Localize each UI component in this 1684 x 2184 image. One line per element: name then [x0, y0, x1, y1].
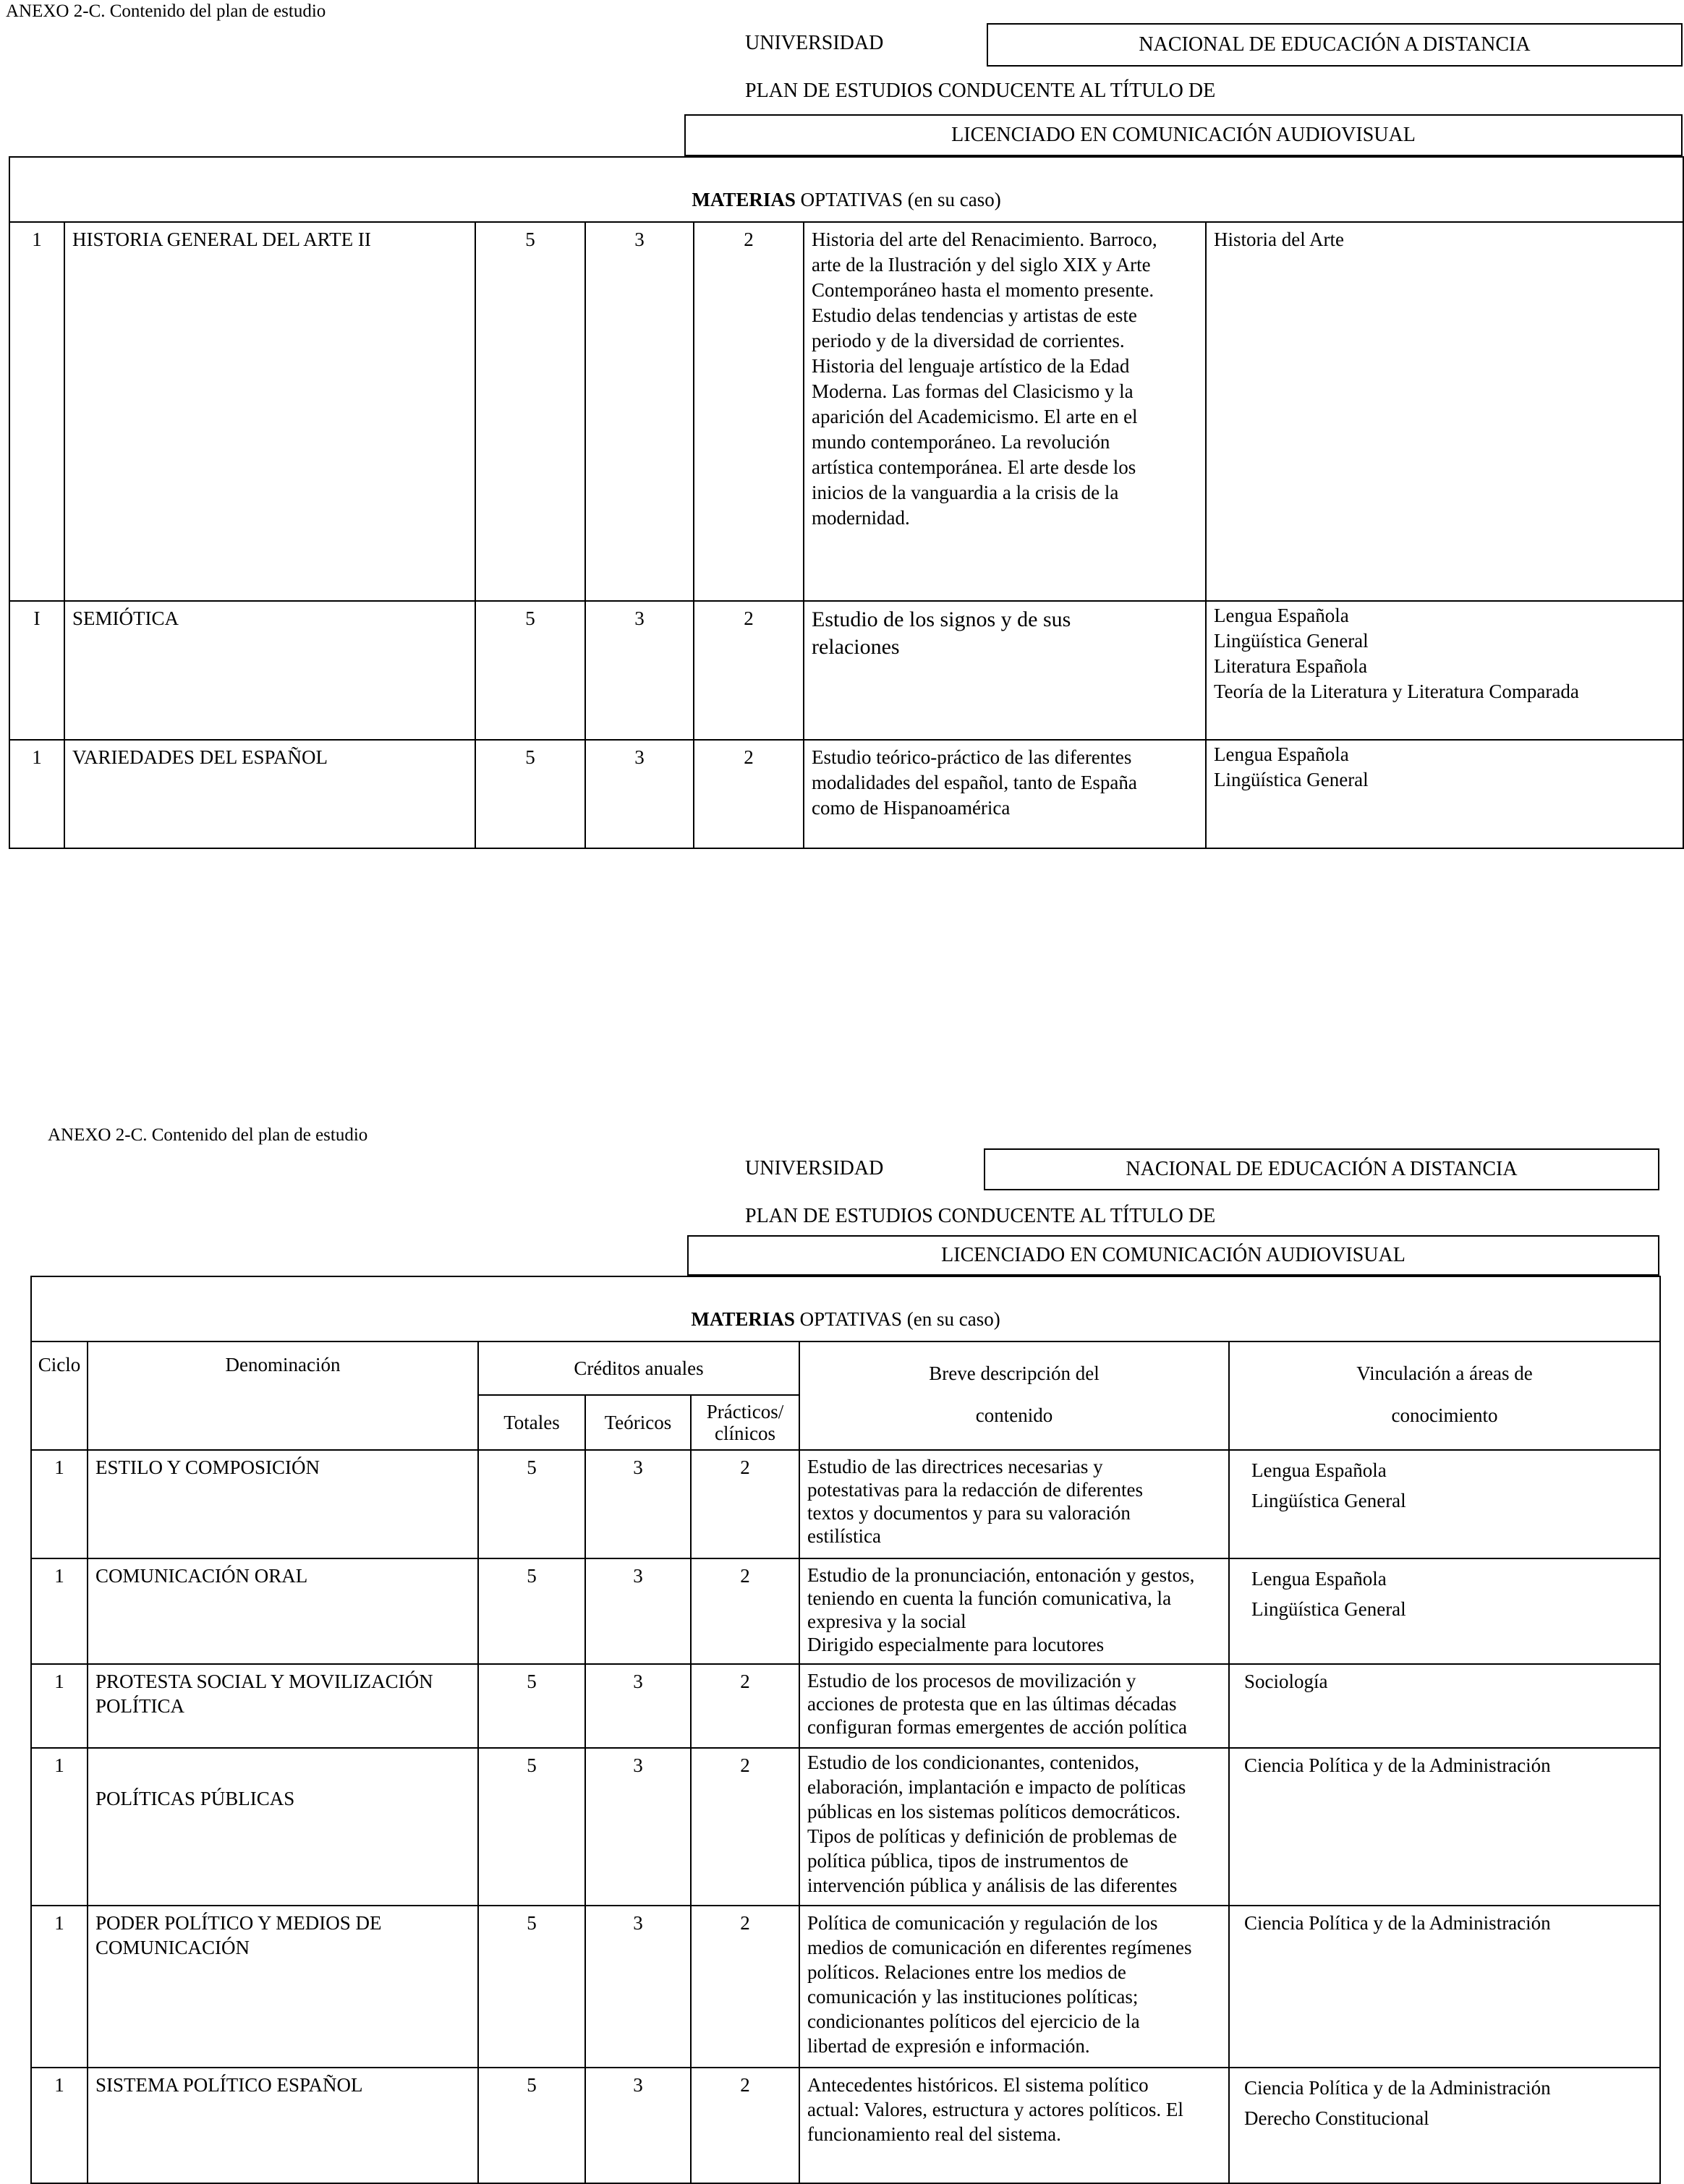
totales-cell: 5 [475, 740, 585, 848]
table-row [31, 1664, 1660, 1748]
header-creditos: Créditos anuales [478, 1341, 799, 1395]
universidad-box-1 [987, 23, 1683, 67]
descripcion-cell: Estudio de las directrices necesarias y potestativas para la redacción de diferentes textos y documentos y para su valoración estilística [799, 1450, 1229, 1558]
annex-title-1: ANEXO 2-C. Contenido del plan de estudio [6, 1, 326, 21]
areas-cell: Ciencia Política y de la Administración Derecho Constitucional [1229, 2068, 1660, 2183]
ciclo-cell: 1 [31, 1748, 88, 1906]
materias-table-2 [30, 1276, 1661, 2184]
plan-label-1: PLAN DE ESTUDIOS CONDUCENTE AL TÍTULO DE [745, 80, 1216, 102]
header-practicos: Prácticos/ clínicos [691, 1395, 799, 1450]
totales-cell: 5 [478, 1450, 585, 1558]
practicos-cell: 2 [691, 1906, 799, 2068]
totales-cell: 5 [478, 1664, 585, 1748]
table-row [9, 601, 1683, 740]
descripcion-cell: Estudio de los condicionantes, contenidos, elaboración, implantación e impacto de políticas públicas en los sistemas políticos democráticos. Tipos de políticas y definición de problemas de política pública, tipos de instrumentos de intervención pública y análisis de las diferentes [799, 1748, 1229, 1906]
denominacion-cell: SISTEMA POLÍTICO ESPAÑOL [88, 2068, 478, 2183]
titulo-value-1: LICENCIADO EN COMUNICACIÓN AUDIOVISUAL [951, 124, 1416, 146]
table-row [31, 1558, 1660, 1664]
materias-heading-2: MATERIAS OPTATIVAS (en su caso) [31, 1276, 1660, 1341]
ciclo-cell: I [9, 601, 64, 740]
teoricos-cell: 3 [585, 1906, 691, 2068]
header-ciclo: Ciclo [31, 1341, 88, 1450]
teoricos-cell: 3 [585, 222, 694, 601]
ciclo-cell: 1 [31, 1664, 88, 1748]
universidad-value-1: NACIONAL DE EDUCACIÓN A DISTANCIA [1139, 33, 1531, 56]
denominacion-cell: SEMIÓTICA [64, 601, 475, 740]
teoricos-cell: 3 [585, 1664, 691, 1748]
header-vinculacion: Vinculación a áreas de conocimiento [1229, 1341, 1660, 1450]
totales-cell: 5 [475, 222, 585, 601]
denominacion-cell: PROTESTA SOCIAL Y MOVILIZACIÓN POLÍTICA [88, 1664, 478, 1748]
table-row [9, 740, 1683, 848]
denominacion-cell: COMUNICACIÓN ORAL [88, 1558, 478, 1664]
denominacion-cell: PODER POLÍTICO Y MEDIOS DE COMUNICACIÓN [88, 1906, 478, 2068]
ciclo-cell: 1 [9, 740, 64, 848]
teoricos-cell: 3 [585, 1450, 691, 1558]
header-totales: Totales [478, 1395, 585, 1450]
descripcion-cell: Historia del arte del Renacimiento. Barroco, arte de la Ilustración y del siglo XIX y Arte Contemporáneo hasta el momento presente. Estudio delas tendencias y artistas de este periodo y de la diversidad de corrientes. Historia del lenguaje artístico de la Edad Moderna. Las formas del Clasicismo y la aparición del Academicismo. El arte en el mundo contemporáneo. La revolución artística contemporánea. El arte desde los inicios de la vanguardia a la crisis de la modernidad. [804, 222, 1206, 601]
ciclo-cell: 1 [31, 1558, 88, 1664]
denominacion-cell: POLÍTICAS PÚBLICAS [88, 1748, 478, 1906]
ciclo-cell: 1 [31, 2068, 88, 2183]
areas-cell: Lengua Española Lingüística General Literatura Española Teoría de la Literatura y Literatura Comparada [1206, 601, 1683, 740]
totales-cell: 5 [478, 1748, 585, 1906]
materias-heading-1: MATERIAS OPTATIVAS (en su caso) [9, 157, 1683, 222]
practicos-cell: 2 [691, 1664, 799, 1748]
table-row [9, 222, 1683, 601]
table-row [31, 1906, 1660, 2068]
areas-cell: Lengua Española Lingüística General [1229, 1450, 1660, 1558]
teoricos-cell: 3 [585, 2068, 691, 2183]
universidad-box-2 [984, 1148, 1659, 1190]
titulo-box-1 [684, 114, 1683, 156]
descripcion-cell: Estudio de los signos y de sus relaciones [804, 601, 1206, 740]
table-row [31, 1748, 1660, 1906]
titulo-box-2 [687, 1235, 1659, 1276]
totales-cell: 5 [475, 601, 585, 740]
areas-cell: Lengua Española Lingüística General [1206, 740, 1683, 848]
totales-cell: 5 [478, 1558, 585, 1664]
universidad-label-1: UNIVERSIDAD [745, 32, 884, 54]
totales-cell: 5 [478, 1906, 585, 2068]
plan-label-2: PLAN DE ESTUDIOS CONDUCENTE AL TÍTULO DE [745, 1205, 1216, 1227]
practicos-cell: 2 [691, 1558, 799, 1664]
universidad-label-2: UNIVERSIDAD [745, 1157, 884, 1180]
teoricos-cell: 3 [585, 740, 694, 848]
descripcion-cell: Estudio de la pronunciación, entonación y gestos, teniendo en cuenta la función comunicativa, la expresiva y la social Dirigido especialmente para locutores [799, 1558, 1229, 1664]
descripcion-cell: Antecedentes históricos. El sistema político actual: Valores, estructura y actores políticos. El funcionamiento real del sistema. [799, 2068, 1229, 2183]
practicos-cell: 2 [694, 740, 804, 848]
universidad-value-2: NACIONAL DE EDUCACIÓN A DISTANCIA [1126, 1158, 1518, 1180]
annex-title-2: ANEXO 2-C. Contenido del plan de estudio [48, 1125, 368, 1145]
areas-cell: Lengua Española Lingüística General [1229, 1558, 1660, 1664]
practicos-cell: 2 [694, 222, 804, 601]
teoricos-cell: 3 [585, 1748, 691, 1906]
practicos-cell: 2 [694, 601, 804, 740]
header-descripcion: Breve descripción del contenido [799, 1341, 1229, 1450]
header-teoricos: Teóricos [585, 1395, 691, 1450]
ciclo-cell: 1 [31, 1450, 88, 1558]
table-row [31, 2068, 1660, 2183]
practicos-cell: 2 [691, 1748, 799, 1906]
areas-cell: Ciencia Política y de la Administración [1229, 1906, 1660, 2068]
practicos-cell: 2 [691, 2068, 799, 2183]
table-row [31, 1450, 1660, 1558]
totales-cell: 5 [478, 2068, 585, 2183]
areas-cell: Sociología [1229, 1664, 1660, 1748]
teoricos-cell: 3 [585, 1558, 691, 1664]
ciclo-cell: 1 [9, 222, 64, 601]
areas-cell: Ciencia Política y de la Administración [1229, 1748, 1660, 1906]
teoricos-cell: 3 [585, 601, 694, 740]
areas-cell: Historia del Arte [1206, 222, 1683, 601]
denominacion-cell: HISTORIA GENERAL DEL ARTE II [64, 222, 475, 601]
header-denominacion: Denominación [88, 1341, 478, 1450]
descripcion-cell: Política de comunicación y regulación de los medios de comunicación en diferentes regímenes políticos. Relaciones entre los medios de comunicación y las instituciones políticas; condicionantes políticos del ejercicio de la libertad de expresión e información. [799, 1906, 1229, 2068]
descripcion-cell: Estudio de los procesos de movilización y acciones de protesta que en las últimas décadas configuran formas emergentes de acción política [799, 1664, 1229, 1748]
materias-table-1 [9, 156, 1684, 849]
denominacion-cell: ESTILO Y COMPOSICIÓN [88, 1450, 478, 1558]
descripcion-cell: Estudio teórico-práctico de las diferentes modalidades del español, tanto de España como de Hispanoamérica [804, 740, 1206, 848]
denominacion-cell: VARIEDADES DEL ESPAÑOL [64, 740, 475, 848]
ciclo-cell: 1 [31, 1906, 88, 2068]
practicos-cell: 2 [691, 1450, 799, 1558]
titulo-value-2: LICENCIADO EN COMUNICACIÓN AUDIOVISUAL [941, 1244, 1406, 1266]
